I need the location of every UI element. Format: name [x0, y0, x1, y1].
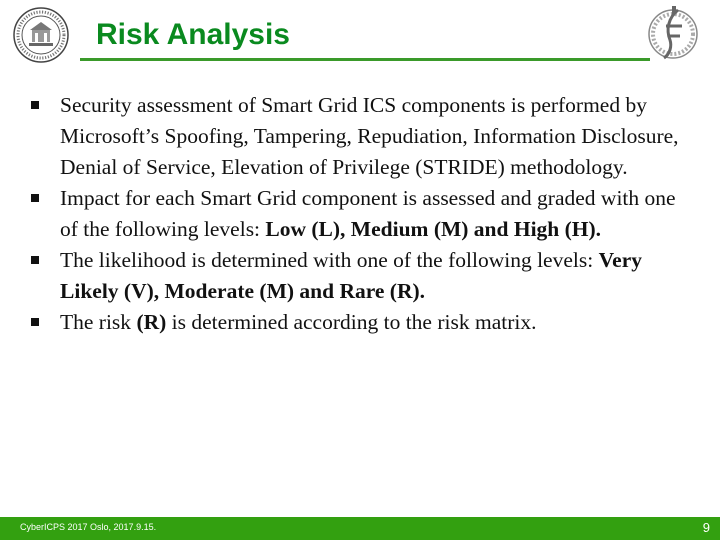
bullet-text: The likelihood is determined with one of the following levels:: [60, 248, 599, 272]
bullet-item: [28, 90, 698, 183]
slide-content: [28, 90, 698, 338]
bullet-text-bold: Low (L), Medium (M) and High (H).: [265, 217, 602, 241]
bullet-text: Impact for each Smart Grid component is assessed and graded with one of the following levels:: [60, 186, 676, 241]
bullet-item: [28, 245, 698, 307]
bullet-item: [28, 307, 698, 338]
faculty-emblem-icon: [646, 4, 700, 62]
footer-bar: [0, 517, 720, 540]
bullet-text: Security assessment of Smart Grid ICS components is performed by Microsoft’s Spoofing, Tampering, Repudiation, Information Disclosure, Denial of Service, Elevation of Privilege (STRIDE) methodology.: [60, 93, 679, 179]
square-bullet-icon: [31, 256, 39, 264]
university-seal-icon: [12, 6, 70, 64]
bullet-text: The risk: [60, 310, 137, 334]
square-bullet-icon: [31, 318, 39, 326]
square-bullet-icon: [31, 101, 39, 109]
square-bullet-icon: [31, 194, 39, 202]
bullet-list: [28, 90, 698, 338]
footer-text: CyberICPS 2017 Oslo, 2017.9.15.: [20, 522, 157, 532]
bullet-text-bold: Very Likely (V), Moderate (M) and Rare (R).: [60, 248, 642, 303]
page-title: Risk Analysis: [96, 18, 290, 51]
bullet-item: [28, 183, 698, 245]
bullet-text: is determined according to the risk matrix.: [166, 310, 537, 334]
title-divider: [80, 58, 650, 61]
bullet-text-bold: (R): [136, 310, 167, 334]
page-number: 9: [702, 520, 710, 535]
